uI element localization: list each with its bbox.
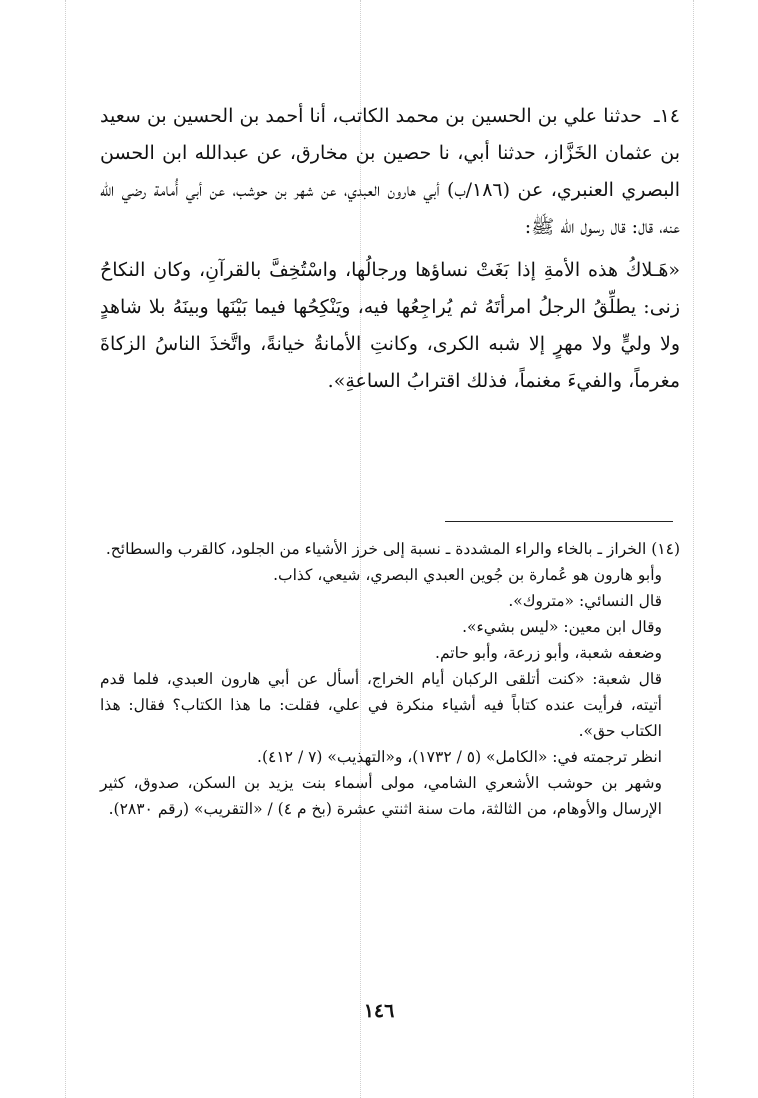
footnotes — [100, 536, 680, 822]
hadith-isnad: حدثنا علي بن الحسين بن محمد الكاتب، أنا أحمد بن الحسين بن سعيد بن عثمان الخَزَّاز، حدثنا أبي، نا حصين بن مخارق، عن عبدالله ابن الحسن البصري العنبري، عن (١٨٦/ب) أبي هارون العبدي، عن شهر بن حوشب، عن أبي أُمامة رضي الله عنه، قال: قال رسول الله ﷺ: — [100, 105, 680, 238]
hadith-matn: «هَـلاكُ هذه الأمةِ إذا بَغَتْ نساؤها ورجالُها، واسْتُخِفَّ بالقرآنِ، وكان النكاحُ زنى: يطلِّقُ الرجلُ امرأتَهُ ثم يُراجِعُها فيه، ويَنْكِحُها فيما بَيْنَها وبينَهُ بلا شاهدٍ ولا وليٍّ ولا مهرٍ إلا شبه الكرى، وكانتِ الأمانةُ خيانةً، واتَّخذَ الناسُ الزكاةَ مغرماً، والفيءَ مغنماً، فذلك اقترابُ الساعةِ». — [100, 259, 680, 392]
footnote-line: وقال ابن معين: «ليس بشيء». — [462, 618, 662, 636]
hadith-text — [100, 98, 680, 400]
footnote-line: قال النسائي: «متروك». — [508, 592, 662, 610]
footnote-line: وأبو هارون هو عُمارة بن جُوين العبدي البصري، شيعي، كذاب. — [273, 566, 662, 584]
scan-guide-line — [693, 0, 694, 1098]
footnote-line: انظر ترجمته في: «الكامل» (٥ / ١٧٣٢)، و«التهذيب» (٧ / ٤١٢). — [257, 748, 662, 766]
scan-guide-line — [65, 0, 66, 1098]
hadith-isnad-paragraph — [100, 98, 680, 246]
footnote-line: وشهر بن حوشب الأشعري الشامي، مولى أسماء بنت يزيد بن السكن، صدوق، كثير الإرسال والأوهام، من الثالثة، مات سنة اثنتي عشرة (بخ م ٤) / «التقريب» (رقم ٢٨٣٠). — [100, 774, 662, 818]
hadith-number: ١٤ـ — [654, 105, 681, 127]
footnote-line: قال شعبة: «كنت أتلقى الركبان أيام الخراج، أسأل عن أبي هارون العبدي، فلما قدم أتيته، فرأيت عنده كتاباً فيه أشياء منكرة في علي، فقلت: ما هذا الكتاب؟ فقال: هذا الكتاب حق». — [100, 670, 662, 740]
footnote-line: (١٤) الخراز ـ بالخاء والراء المشددة ـ نسبة إلى خرز الأشياء من الجلود، كالقرب والسطائح. — [105, 540, 680, 558]
footnote-separator — [445, 521, 673, 522]
page-number: ١٤٦ — [363, 1000, 395, 1022]
footnote-line: وضعفه شعبة، وأبو زرعة، وأبو حاتم. — [435, 644, 662, 662]
